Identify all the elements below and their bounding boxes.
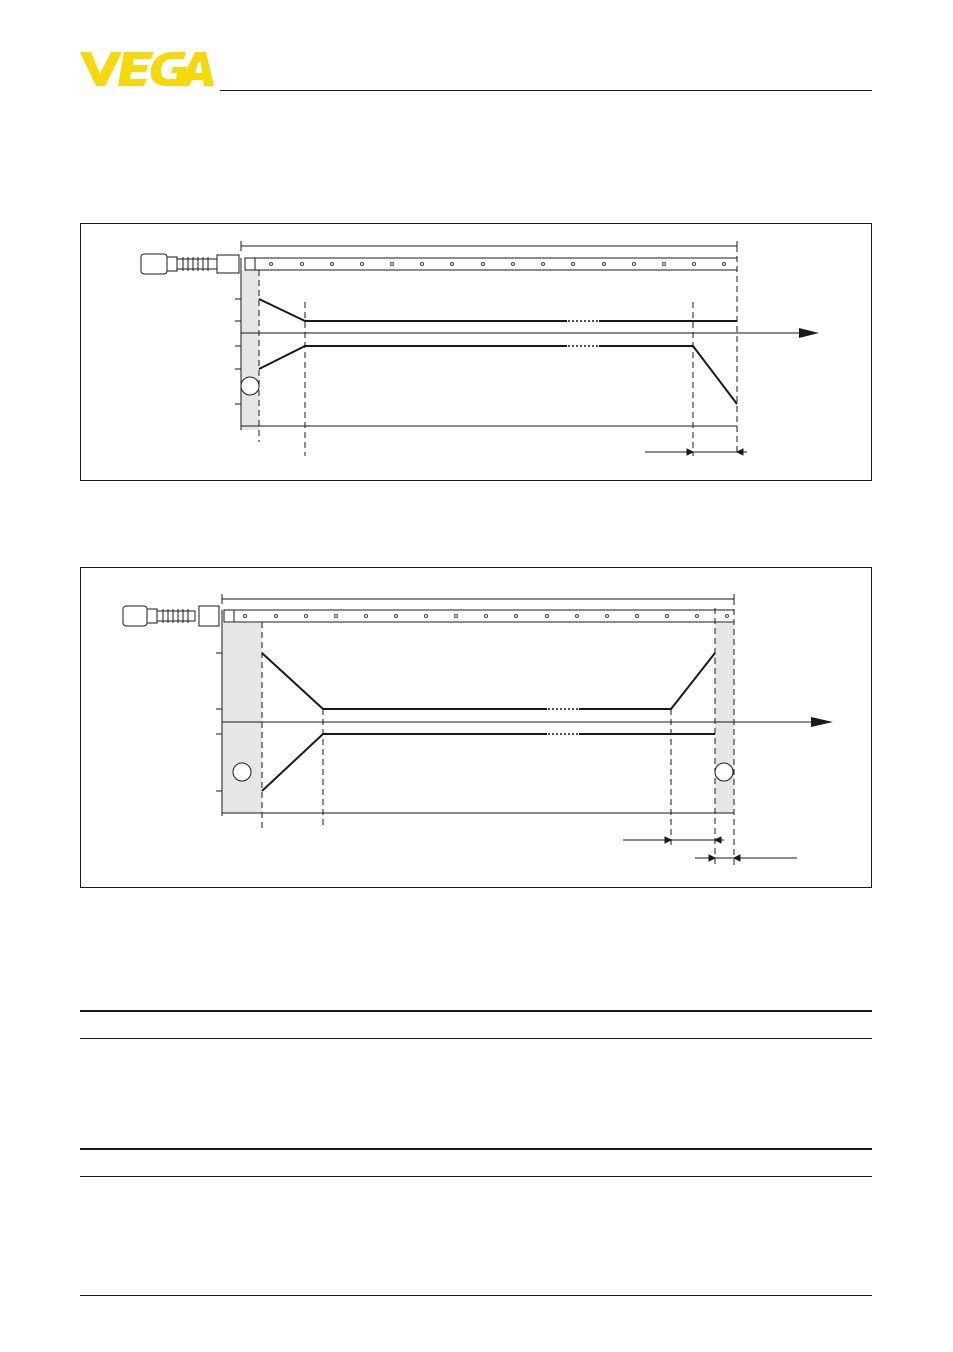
end-dimension xyxy=(645,449,747,455)
y-axis xyxy=(216,610,222,816)
figure-2-drawing xyxy=(81,568,871,887)
zero-axis-arrow xyxy=(222,717,833,727)
y-axis xyxy=(235,258,241,430)
figure-1-frame xyxy=(80,223,872,481)
figure-1-drawing xyxy=(81,224,871,480)
length-dimension xyxy=(222,594,734,604)
vega-logo xyxy=(80,52,214,86)
dead-zone-top xyxy=(222,623,262,813)
footer-rule xyxy=(80,1295,872,1296)
probe-rod xyxy=(255,258,737,270)
table-1-top-rule xyxy=(80,1010,872,1012)
dead-zone-top xyxy=(241,270,259,430)
zero-axis-arrow xyxy=(241,328,819,338)
rod-dots xyxy=(244,615,729,618)
sensor-probe xyxy=(123,606,234,626)
zone-boundaries xyxy=(262,599,734,866)
accuracy-envelope xyxy=(259,299,737,404)
end-dimension-2 xyxy=(695,855,797,861)
marker-circle-1 xyxy=(241,377,259,395)
length-dimension xyxy=(241,241,737,251)
rod-dots xyxy=(270,263,726,266)
dead-zone-bottom xyxy=(715,623,734,813)
end-dimension-1 xyxy=(623,837,724,843)
marker-circle-2 xyxy=(715,763,733,781)
marker-circle-1 xyxy=(233,763,251,781)
table-2-header-rule xyxy=(80,1176,872,1177)
figure-2-frame xyxy=(80,567,872,888)
table-1-header-rule xyxy=(80,1038,872,1039)
header-rule xyxy=(220,90,872,91)
sensor-probe xyxy=(141,254,255,274)
table-2-top-rule xyxy=(80,1148,872,1150)
zone-boundaries xyxy=(259,246,737,456)
